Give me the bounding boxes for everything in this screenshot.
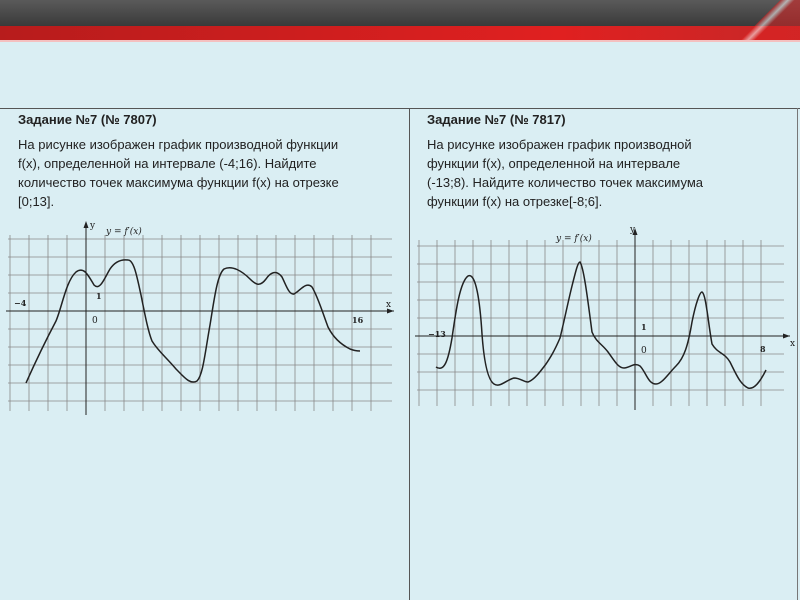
graph-right-x-label: x — [790, 339, 796, 349]
table-right-border — [797, 108, 798, 600]
graph-right-derivative-curve — [436, 262, 766, 388]
task-right-text: На рисунке изображен график производной функции f(x), определенной на интервале (-13;8). Найдите количество точек максимума функции f(x) на отрезке[-8;6]. — [427, 137, 703, 209]
graph-right-axes — [415, 228, 790, 410]
graph-left-y-label: y — [90, 221, 96, 231]
graph-right-xmax-label: 8 — [760, 344, 766, 354]
graph-left-derivative-curve — [26, 260, 360, 383]
slide-accent-line — [0, 40, 800, 42]
graph-left-unit-label: 1 — [96, 291, 102, 301]
table-column-divider — [409, 108, 410, 600]
table-top-border — [0, 108, 800, 109]
task-left-title: Задание №7 (№ 7807) — [18, 112, 157, 127]
graph-left-xmax-label: 16 — [352, 315, 364, 325]
graph-left — [0, 215, 405, 420]
graph-left-grid — [8, 235, 392, 411]
graph-left-canvas — [0, 215, 405, 420]
task-right — [427, 110, 787, 211]
graph-right-canvas — [412, 222, 797, 412]
graph-right-y-label: y — [630, 225, 636, 235]
task-left-text: На рисунке изображен график производной функции f(x), определенной на интервале (-4;16). Найдите количество точек максимума функции f(x) на отрезке [0;13]. — [18, 137, 339, 209]
slide-accent-stripe — [0, 26, 800, 40]
graph-left-xmin-label: −4 — [14, 298, 27, 308]
graph-right-grid — [417, 240, 784, 406]
task-right-title: Задание №7 (№ 7817) — [427, 112, 566, 127]
graph-right — [412, 222, 797, 412]
slide-header-bar — [0, 0, 800, 26]
graph-left-origin-label: 0 — [92, 316, 98, 326]
graph-left-legend: y = f′(x) — [106, 227, 142, 237]
graph-left-x-label: x — [386, 300, 392, 310]
graph-right-unit-label: 1 — [641, 322, 647, 332]
task-left — [18, 110, 406, 211]
graph-right-xmin-label: −13 — [428, 329, 446, 339]
graph-right-origin-label: 0 — [641, 346, 647, 356]
graph-right-legend: y = f′(x) — [556, 234, 592, 244]
